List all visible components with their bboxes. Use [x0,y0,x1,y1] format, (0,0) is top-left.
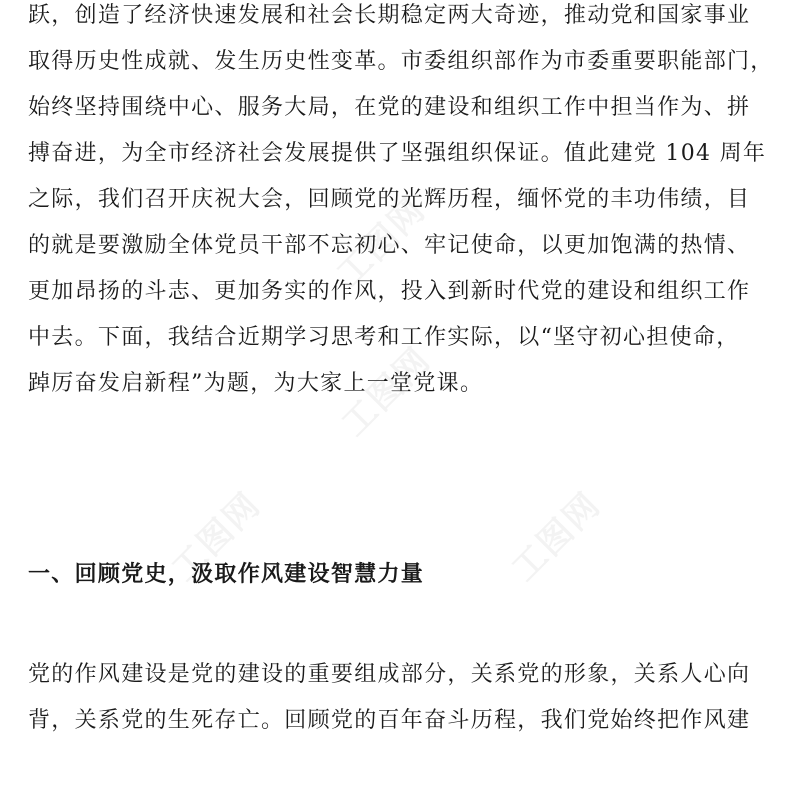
text-line: 搏奋进，为全市经济社会发展提供了坚强组织保证。值此建党 104 周年 [28,141,767,166]
text-line: 背，关系党的生死存亡。回顾党的百年奋斗历程，我们党始终把作风建 [28,708,751,733]
text-line: 党的作风建设是党的建设的重要组成部分，关系党的形象，关系人心向 [28,662,751,687]
watermark: 工图网 [334,339,439,445]
section-heading: 一、回顾党史，汲取作风建设智慧力量 [28,562,425,587]
text-line: 跃，创造了经济快速发展和社会长期稳定两大奇迹，推动党和国家事业 [28,3,751,28]
text-line: 始终坚持围绕中心、服务大局，在党的建设和组织工作中担当作为、拼 [28,95,751,120]
paragraph-1 [28,0,778,407]
paragraph-2 [28,652,778,744]
text-line: 之际，我们召开庆祝大会，回顾党的光辉历程，缅怀党的丰功伟绩，目 [28,187,751,212]
text-line: 踔厉奋发启新程”为题，为大家上一堂党课。 [28,371,484,396]
watermark: 工图网 [504,484,609,590]
text-line: 更加昂扬的斗志、更加务实的作风，投入到新时代党的建设和组织工作 [28,279,751,304]
watermark: 工图网 [329,189,434,295]
text-line: 的就是要激励全体党员干部不忘初心、牢记使命，以更加饱满的热情、 [28,233,751,258]
watermark: 工图网 [164,484,269,590]
text-line: 中去。下面，我结合近期学习思考和工作实际，以“坚守初心担使命， [28,325,740,350]
text-line: 取得历史性成就、发生历史性变革。市委组织部作为市委重要职能部门， [28,49,774,74]
